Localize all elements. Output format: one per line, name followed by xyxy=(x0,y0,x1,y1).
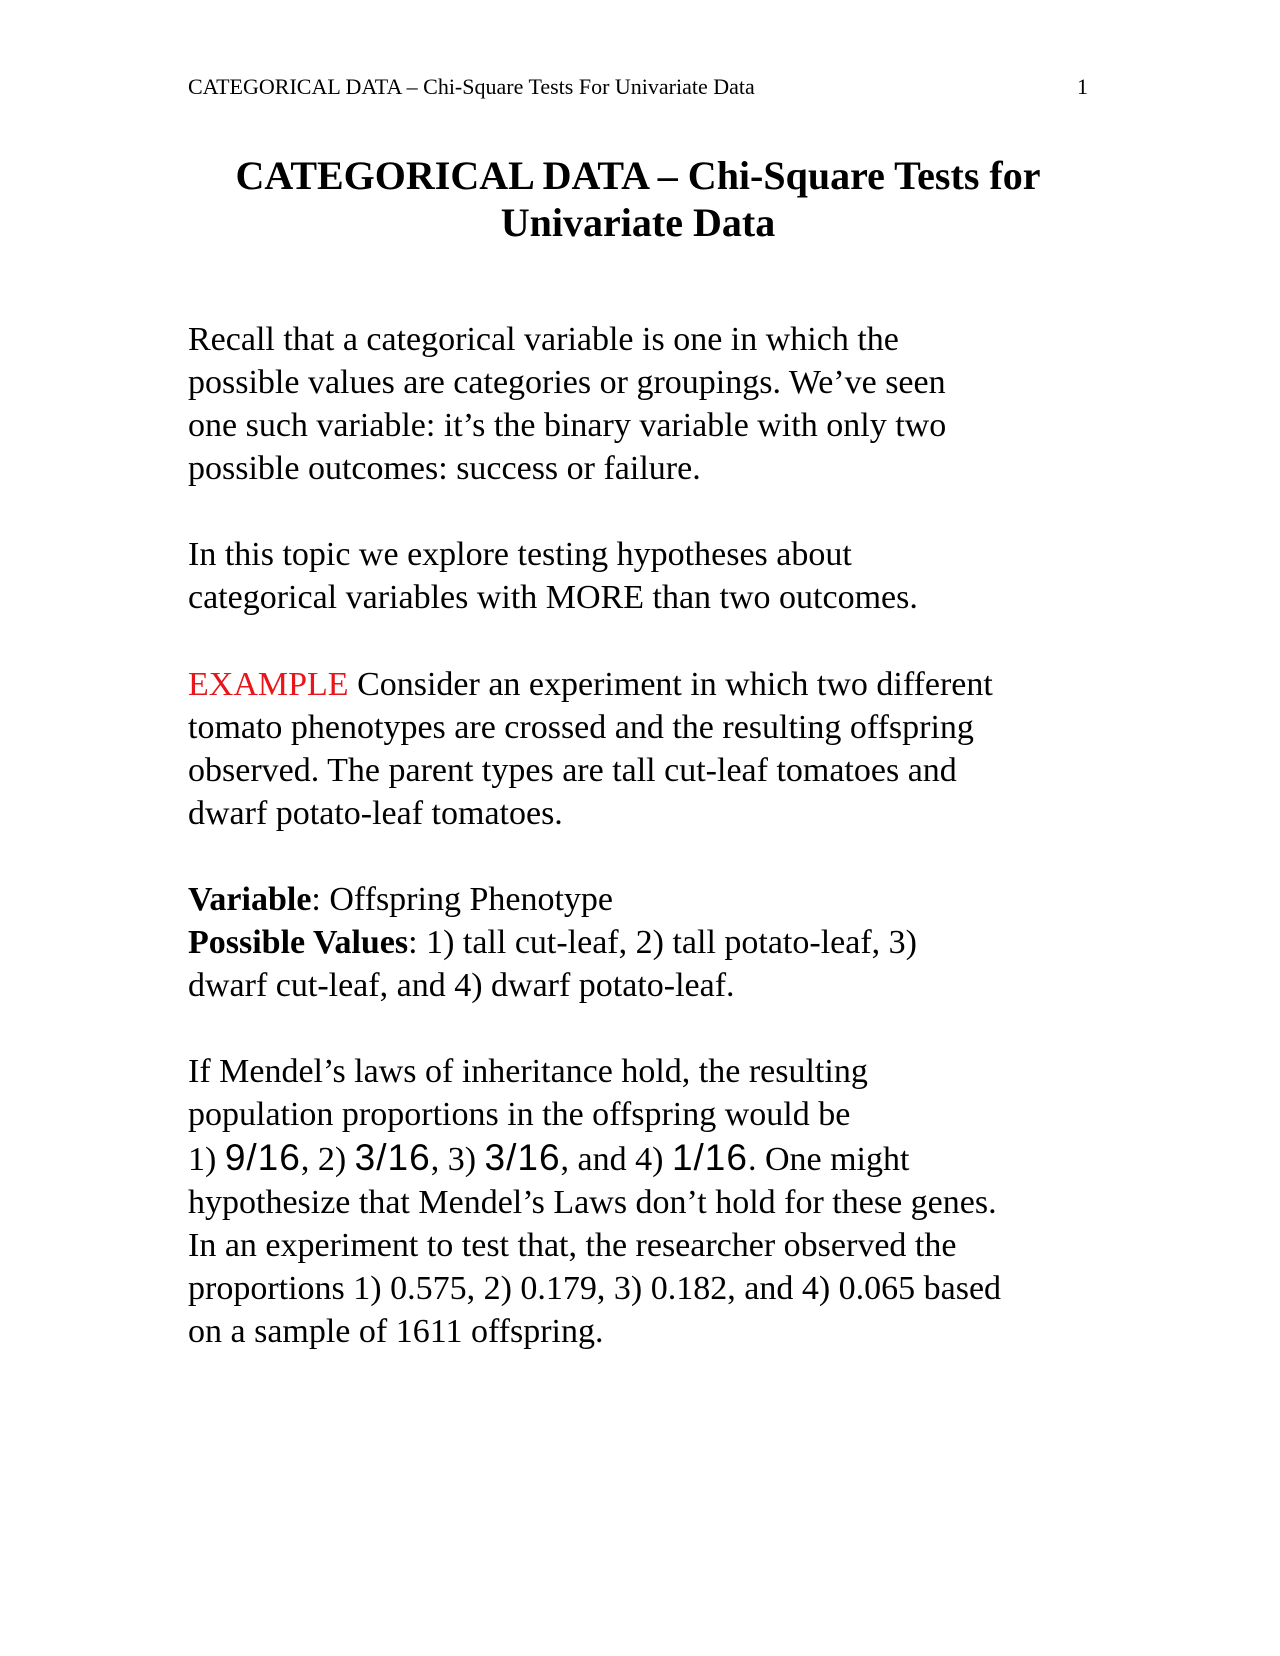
page-title xyxy=(188,152,1088,246)
text-line: on a sample of 1611 offspring. xyxy=(188,1313,604,1350)
running-header xyxy=(188,74,1088,104)
text-line: dwarf potato-leaf tomatoes. xyxy=(188,795,563,832)
mendel-paragraph xyxy=(188,1050,1108,1353)
page-title-line-2: Univariate Data xyxy=(500,200,776,245)
possible-values-label: Possible Values xyxy=(188,924,409,961)
text-line: possible values are categories or groupings. We’ve seen xyxy=(188,364,946,401)
text-line: In this topic we explore testing hypotheses about xyxy=(188,536,852,573)
page-title-line-1: CATEGORICAL DATA – Chi-Square Tests for xyxy=(235,153,1041,198)
text-line xyxy=(188,1136,1108,1181)
text-line: possible outcomes: success or failure. xyxy=(188,450,701,487)
text-line: hypothesize that Mendel’s Laws don’t hold for these genes. xyxy=(188,1184,997,1221)
text-line: categorical variables with MORE than two outcomes. xyxy=(188,579,918,616)
item-prefix: 1) xyxy=(188,1141,225,1178)
text-line xyxy=(188,921,1108,964)
fraction: 3/16 xyxy=(354,1137,431,1178)
item-prefix: , and 4) xyxy=(560,1141,672,1178)
text-line: dwarf cut-leaf, and 4) dwarf potato-leaf. xyxy=(188,967,735,1004)
text-line: proportions 1) 0.575, 2) 0.179, 3) 0.182, and 4) 0.065 based xyxy=(188,1270,1002,1307)
fraction: 3/16 xyxy=(484,1137,561,1178)
text-line: one such variable: it’s the binary variable with only two xyxy=(188,407,947,444)
fraction: 1/16 xyxy=(671,1137,748,1178)
text-line: observed. The parent types are tall cut-leaf tomatoes and xyxy=(188,752,957,789)
text-line: population proportions in the offspring would be xyxy=(188,1096,851,1133)
page-number: 1 xyxy=(1077,74,1088,99)
text-line: Recall that a categorical variable is one in which the xyxy=(188,321,899,358)
example-text: Consider an experiment in which two different xyxy=(348,666,993,703)
variable-paragraph xyxy=(188,878,1108,1007)
fraction: 9/16 xyxy=(224,1137,301,1178)
example-label: EXAMPLE xyxy=(188,666,349,703)
intro-paragraph xyxy=(188,318,1108,490)
running-title: CATEGORICAL DATA – Chi-Square Tests For Univariate Data xyxy=(188,74,755,99)
possible-values-text: : 1) tall cut-leaf, 2) tall potato-leaf, 3) xyxy=(408,924,917,961)
text-line xyxy=(188,878,1108,921)
text-line xyxy=(188,663,1108,706)
text-line: If Mendel’s laws of inheritance hold, the resulting xyxy=(188,1053,868,1090)
topic-paragraph xyxy=(188,533,1108,619)
variable-label: Variable xyxy=(188,881,312,918)
text-line: In an experiment to test that, the researcher observed the xyxy=(188,1227,957,1264)
text-suffix: . One might xyxy=(747,1141,910,1178)
item-prefix: , 3) xyxy=(430,1141,485,1178)
variable-value: : Offspring Phenotype xyxy=(311,881,613,918)
example-paragraph xyxy=(188,663,1108,835)
item-prefix: , 2) xyxy=(300,1141,355,1178)
text-line: tomato phenotypes are crossed and the resulting offspring xyxy=(188,709,974,746)
